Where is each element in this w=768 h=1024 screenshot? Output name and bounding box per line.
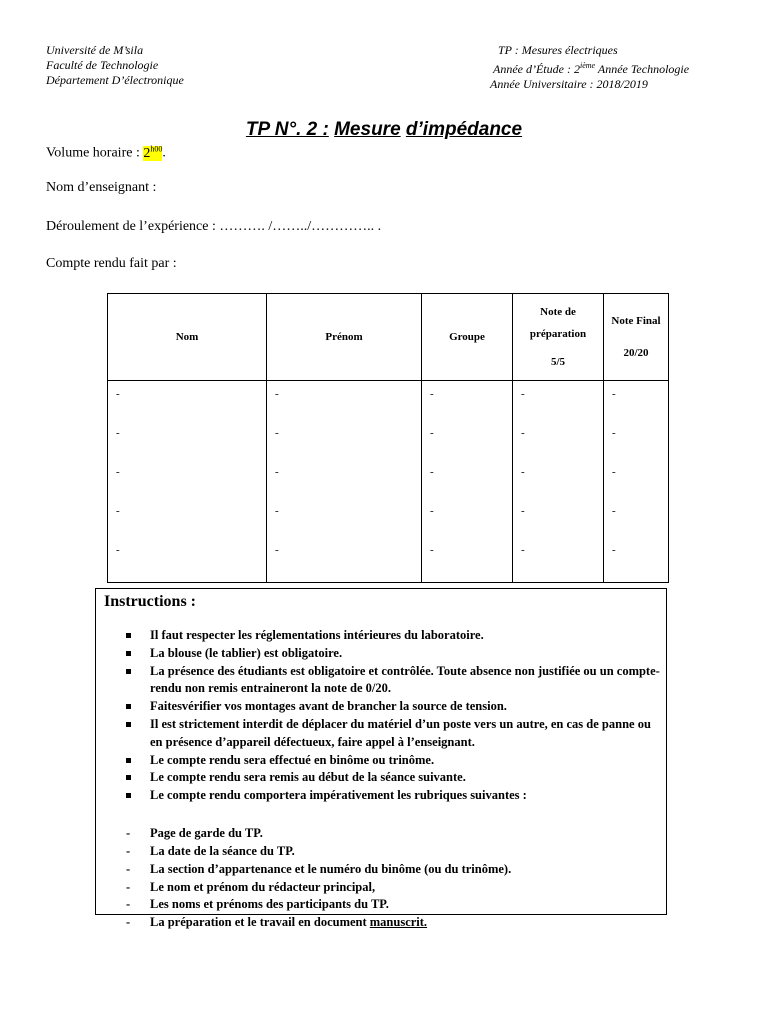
dash-mark: - — [116, 505, 120, 517]
rubrique-item — [126, 825, 666, 843]
dash-bullet-icon: - — [126, 843, 131, 858]
square-bullet-icon — [126, 722, 131, 727]
dash-mark: - — [521, 427, 525, 439]
dash-mark: - — [612, 466, 616, 478]
dash-mark: - — [275, 388, 279, 400]
title-part2: Mesure — [334, 119, 401, 140]
study-year-suffix: Année Technologie — [595, 62, 690, 76]
rubrique-item — [126, 896, 666, 914]
dash-mark: - — [430, 427, 434, 439]
instruction-text: Le compte rendu sera remis au début de la séance suivante. — [150, 770, 466, 785]
dash-mark: - — [116, 466, 120, 478]
instruction-text: Le compte rendu sera effectué en binôme ou trinôme. — [150, 752, 435, 767]
dash-mark: - — [430, 466, 434, 478]
rubrique-text: La date de la séance du TP. — [150, 843, 295, 858]
rubrique-item — [126, 879, 666, 897]
rubrique-text: Page de garde du TP. — [150, 826, 263, 841]
dash-bullet-icon: - — [126, 861, 131, 876]
note-prep-line2: préparation — [529, 328, 587, 340]
volume-end: . — [162, 145, 166, 161]
header-prenom: Prénom — [267, 294, 422, 381]
dash-mark: - — [116, 388, 120, 400]
header-left — [46, 43, 184, 88]
dash-mark: - — [430, 544, 434, 556]
dash-mark: - — [275, 466, 279, 478]
note-prep-score: 5/5 — [550, 356, 566, 368]
deroulement-line: Déroulement de l’expérience : ………. /……../………….. . — [46, 219, 382, 234]
dash-mark: - — [612, 505, 616, 517]
square-bullet-icon — [126, 704, 131, 709]
study-year — [490, 58, 689, 77]
manuscrit-text: manuscrit. — [369, 915, 428, 930]
cell-groupe[interactable] — [422, 381, 513, 583]
instruction-text: La blouse (le tablier) est obligatoire. — [150, 645, 343, 660]
instruction-item — [124, 787, 664, 930]
rubrique-item — [126, 914, 666, 932]
square-bullet-icon — [126, 633, 131, 638]
square-bullet-icon — [126, 669, 131, 674]
instructions-list — [124, 627, 664, 930]
dash-mark: - — [612, 544, 616, 556]
academic-year: Année Universitaire : 2018/2019 — [490, 77, 648, 91]
volume-label: Volume horaire : — [46, 145, 144, 161]
faculty-name: Faculté de Technologie — [46, 58, 159, 72]
square-bullet-icon — [126, 651, 131, 656]
dash-mark: - — [116, 427, 120, 439]
course-name: TP : Mesures électriques — [498, 43, 618, 57]
instruction-item — [124, 698, 664, 716]
students-table — [107, 293, 669, 583]
instruction-item — [124, 663, 664, 699]
instruction-item — [124, 716, 664, 752]
instruction-item — [124, 627, 664, 645]
title-part1: TP N°. 2 : — [245, 119, 329, 140]
header-groupe: Groupe — [422, 294, 513, 381]
department-name: Département D’électronique — [46, 73, 184, 87]
dash-bullet-icon: - — [126, 897, 131, 912]
instruction-item — [124, 769, 664, 787]
dash-mark: - — [430, 388, 434, 400]
header-note-preparation — [513, 294, 604, 381]
instruction-text: Il est strictement interdit de déplacer du matériel d’un poste vers un autre, en cas de panne ou en présence d’appareil défectueux, faire appel à l’enseignant. — [150, 716, 651, 749]
note-prep-line1: Note de — [540, 306, 576, 318]
dash-mark: - — [612, 427, 616, 439]
dash-mark: - — [521, 388, 525, 400]
university-name: Université de M’sila — [46, 43, 144, 57]
dash-mark: - — [275, 427, 279, 439]
dash-mark: - — [521, 505, 525, 517]
dash-bullet-icon: - — [126, 915, 131, 930]
instructions-title: Instructions : — [104, 593, 197, 610]
instructions-box — [95, 588, 667, 930]
rubrique-text: La préparation et le travail en document — [150, 915, 370, 930]
volume-sup: h00 — [150, 144, 163, 153]
square-bullet-icon — [126, 793, 131, 798]
rubrique-text: Les noms et prénoms des participants du TP. — [150, 897, 389, 912]
dash-mark: - — [612, 388, 616, 400]
study-year-prefix: Année d’Étude : 2 — [493, 62, 580, 76]
volume-value — [143, 146, 162, 161]
cell-nom[interactable] — [108, 381, 267, 583]
title-part3: d’impédance — [405, 119, 523, 140]
rubrique-item — [126, 861, 666, 879]
dash-mark: - — [275, 505, 279, 517]
dash-bullet-icon: - — [126, 826, 131, 841]
cell-note-preparation[interactable] — [513, 381, 604, 583]
dash-mark: - — [430, 505, 434, 517]
header-right — [490, 43, 689, 92]
note-final-score: 20/20 — [623, 347, 649, 359]
compte-rendu-label: Compte rendu fait par : — [46, 256, 177, 271]
study-year-sup: ième — [579, 61, 596, 70]
header-nom: Nom — [108, 294, 267, 381]
instruction-text: La présence des étudiants est obligatoire et contrôlée. Toute absence non justifiée ou un compte-rendu non remis entraineront la note de 0/20. — [150, 663, 660, 696]
rubrique-item — [126, 843, 666, 861]
square-bullet-icon — [126, 758, 131, 763]
instruction-text: Faitesvérifier vos montages avant de brancher la source de tension. — [150, 699, 507, 714]
dash-mark: - — [521, 466, 525, 478]
volume-line — [46, 144, 166, 162]
header-note-final — [604, 294, 669, 381]
table-header-row — [108, 294, 669, 381]
table-row — [108, 381, 669, 583]
dash-bullet-icon: - — [126, 879, 131, 894]
square-bullet-icon — [126, 775, 131, 780]
dash-mark: - — [521, 544, 525, 556]
rubrique-text: La section d’appartenance et le numéro du binôme (ou du trinôme). — [150, 861, 512, 876]
cell-note-final[interactable] — [604, 381, 669, 583]
instruction-item — [124, 752, 664, 770]
rubrique-text: Le nom et prénom du rédacteur principal, — [150, 879, 376, 894]
page-title — [0, 119, 768, 141]
rubriques-list — [126, 825, 666, 932]
teacher-label: Nom d’enseignant : — [46, 180, 157, 195]
cell-prenom[interactable] — [267, 381, 422, 583]
volume-number: 2 — [143, 145, 151, 161]
instruction-item — [124, 645, 664, 663]
instruction-text: Le compte rendu comportera impérativement les rubriques suivantes : — [150, 788, 527, 803]
instruction-text: Il faut respecter les réglementations intérieures du laboratoire. — [150, 628, 484, 642]
note-final-line1: Note Final — [611, 315, 661, 327]
dash-mark: - — [275, 544, 279, 556]
dash-mark: - — [116, 544, 120, 556]
